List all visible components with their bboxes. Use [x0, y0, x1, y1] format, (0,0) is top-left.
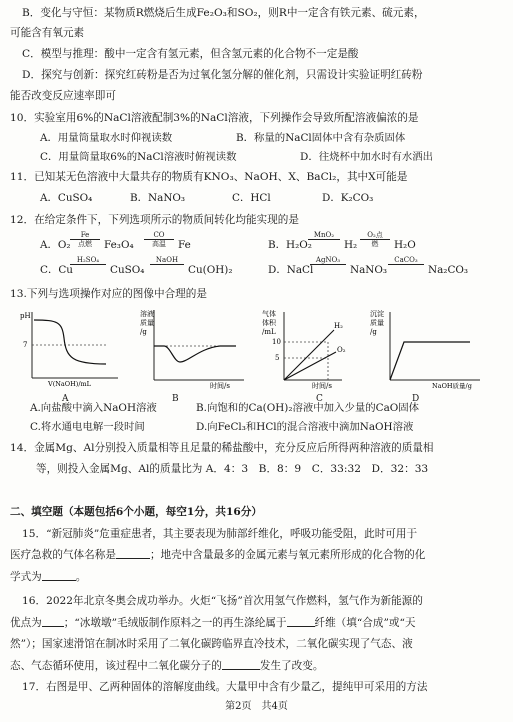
- question-15-line3: [10, 570, 86, 584]
- q16-blank-2[interactable]: [287, 616, 315, 627]
- graph-b-xlabel: 时间/s: [210, 382, 230, 390]
- q11-option-a: A．CuSO₄: [40, 192, 93, 204]
- q16-blank-3[interactable]: [222, 659, 260, 670]
- graph-c: [262, 306, 362, 390]
- question-10: 10．实验室用6%的NaCl溶液配制3%的NaCl溶液，下列操作会导致所配溶液偏浓的是: [10, 112, 419, 124]
- q12a-arrow2-bottom: 高温: [152, 240, 166, 248]
- q12b-arrow2-top: O₂点: [360, 231, 390, 240]
- graph-a-xlabel: V(NaOH)/mL: [48, 380, 91, 388]
- question-16-line2: [10, 616, 416, 630]
- graph-c-ylabel3: /mL: [262, 328, 276, 336]
- q12c-arrow2: [150, 256, 184, 273]
- question-16-line4: [10, 659, 323, 673]
- question-15: 15．“新冠肺炎”危重症患者，其主要表现为肺部纤维化，呼吸功能受阻，此时可用于: [22, 528, 418, 540]
- graph-c-tick-5: 5: [275, 354, 280, 362]
- graph-a-ylabel: pH: [20, 312, 31, 320]
- graph-c-series-o2: O₂: [337, 346, 346, 354]
- question-13: 13.下列与选项操作对应的图像中合理的是: [10, 288, 207, 300]
- q13-option-c: C.将水通电电解一段时间: [30, 421, 145, 433]
- q12b-end: H₂O: [394, 239, 416, 251]
- graph-d-ylabel3: /g: [370, 328, 377, 336]
- question-12: 12．在给定条件下，下列选项所示的物质间转化均能实现的是: [10, 214, 299, 226]
- option-b-line2: 可能含有氧元素: [10, 27, 85, 39]
- q12a-start: A．O₂: [40, 239, 71, 251]
- q16-blank-1[interactable]: [42, 616, 64, 627]
- q16-text-1: 优点为: [10, 617, 42, 629]
- question-17: 17．右图是甲、乙两种固体的溶解度曲线。大量甲中含有少量乙，提纯甲可采用的方法: [22, 681, 428, 693]
- q10-option-b: B．称量的NaCl固体中含有杂质固体: [236, 132, 406, 144]
- q12d-arrow1: [310, 256, 346, 273]
- question-11: 11．已知某无色溶液中大量共存的物质有KNO₃、NaOH、X、BaCl₂，其中X可能是: [10, 171, 408, 183]
- graph-d: [370, 306, 490, 390]
- graph-a: [18, 308, 128, 390]
- graph-d-xlabel: NaOH质量/g: [432, 382, 472, 390]
- question-15-line2: [10, 548, 425, 562]
- q16-text-3: 纤维（填“合成”或“天: [314, 617, 416, 629]
- question-16-line3: 然”）；国家速滑馆在制冰时采用了二氧化碳跨临界直冷技术，二氧化碳实现了气态、液: [10, 638, 413, 650]
- q12b-arrow2-bottom: 燃: [371, 240, 379, 248]
- graph-b-ylabel1: 溶液: [140, 310, 154, 318]
- q10-option-d: D．往烧杯中加水时有水洒出: [300, 151, 434, 163]
- graph-c-ylabel1: 气体: [262, 310, 276, 318]
- q12b-mid: H₂: [344, 239, 358, 251]
- q15-text-3: 学式为: [10, 571, 42, 583]
- option-d-line1: D．探究与创新：探究红砖粉是否为过氧化氢分解的催化剂，只需设计实验证明红砖粉: [22, 69, 423, 81]
- q12b-arrow2: [360, 231, 390, 248]
- q12d-arrow2: [388, 256, 424, 273]
- q12b-arrow1-top: MnO₂: [308, 231, 340, 240]
- q12a-arrow2: [144, 231, 174, 248]
- graph-c-tick-10: 10: [272, 338, 281, 346]
- q16-text-2: ；“冰墩墩”毛绒版制作原料之一的再生涤纶属于: [63, 617, 287, 629]
- q12d-arrow2-top: CaCO₃: [388, 256, 424, 265]
- graph-c-xlabel: 时间/s: [312, 382, 332, 390]
- q12c-end: Cu(OH)₂: [188, 264, 233, 276]
- q12c-arrow2-top: NaOH: [150, 256, 184, 265]
- question-14: 14．金属Mg、Al分别投入质量相等且足量的稀盐酸中，充分反应后所得两种溶液的质量相: [10, 442, 434, 454]
- q12d-end: Na₂CO₃: [428, 264, 469, 276]
- q12d-start: D．NaCl: [268, 264, 314, 276]
- graph-a-curve: [34, 320, 106, 364]
- q12c-arrow1-top: H₂SO₄: [70, 256, 106, 265]
- q13-option-b: B.向饱和的Ca(OH)₂溶液中加入少量的CaO固体: [196, 402, 420, 414]
- graph-b-ylabel2: 质量: [140, 319, 154, 327]
- q15-text-1: 医疗急救的气体名称是: [10, 549, 116, 561]
- q11-option-c: C．HCl: [232, 192, 271, 204]
- graph-d-curve: [390, 342, 470, 380]
- q15-blank-1[interactable]: [116, 548, 150, 559]
- q12b-start: B．H₂O₂: [268, 239, 312, 251]
- graph-a-label: A: [62, 394, 69, 404]
- q12c-mid: CuSO₄: [110, 264, 145, 276]
- q12c-arrow1: [70, 256, 106, 273]
- graph-c-label: C: [316, 394, 323, 404]
- graph-c-series-h2: H₂: [334, 322, 343, 330]
- graph-c-line-h2: [284, 330, 334, 380]
- q11-option-d: D．K₂CO₃: [322, 192, 374, 204]
- question-16: 16．2022年北京冬奥会成功举办。火炬“飞扬”首次用氢气作燃料，氢气作为新能源的: [22, 595, 423, 607]
- question-14-line2: 等，则投入金属Mg、Al的质量比为 A．4：3 B．8：9 C．33:32 D．32：33: [36, 463, 429, 475]
- q12a-arrow1-bottom: 点燃: [78, 240, 92, 248]
- section-2-heading: 二、填空题（本题包括6个小题，每空1分，共16分）: [10, 506, 262, 518]
- graph-d-ylabel1: 沉淀: [370, 310, 384, 318]
- q13-option-a: A.向盐酸中滴入NaOH溶液: [30, 402, 157, 414]
- q13-option-d: D.向FeCl₃和HCl的混合溶液中滴加NaOH溶液: [196, 421, 414, 433]
- q15-text-4: 。: [75, 571, 87, 583]
- q12a-mid: Fe₃O₄: [104, 239, 134, 251]
- option-b-line1: B．变化与守恒：某物质R燃烧后生成Fe₂O₃和SO₂，则R中一定含有铁元素、硫元素，: [22, 7, 425, 19]
- option-c: C．模型与推理：酸中一定含有氢元素，但含氢元素的化合物不一定是酸: [22, 48, 359, 60]
- graph-b-ylabel3: /g: [140, 328, 147, 336]
- q12b-arrow1: [308, 231, 340, 248]
- q12d-mid: NaNO₃: [350, 264, 388, 276]
- page-footer: 第2页 共4页: [225, 701, 288, 712]
- q11-option-b: B．NaNO₃: [130, 192, 186, 204]
- q15-blank-2[interactable]: [42, 570, 76, 581]
- graph-a-tick: 7: [23, 341, 28, 349]
- option-d-line2: 能否改变反应速率即可: [10, 90, 116, 102]
- q10-option-a: A．用量筒量取水时仰视读数: [40, 132, 173, 144]
- q16-text-5: 发生了改变。: [259, 660, 324, 672]
- graph-b-label: B: [172, 394, 179, 404]
- graph-b: [140, 306, 250, 390]
- graph-d-label: D: [412, 394, 420, 404]
- q12a-arrow2-top: CO: [144, 231, 174, 240]
- q15-text-2: ；地壳中含量最多的金属元素与氧元素所形成的化合物的化: [149, 549, 426, 561]
- q16-text-4: 态、气态循环使用，该过程中二氧化碳分子的: [10, 660, 222, 672]
- q10-option-c: C．用量筒量取6%的NaCl溶液时俯视读数: [40, 151, 237, 163]
- graph-c-ylabel2: 体积: [262, 319, 276, 327]
- graph-b-curve: [154, 346, 236, 362]
- q12d-arrow1-top: AgNO₃: [310, 256, 346, 265]
- q12a-arrow1: [70, 231, 100, 248]
- q12c-start: C．Cu: [40, 264, 73, 276]
- q12a-end: Fe: [178, 239, 191, 251]
- graph-d-ylabel2: 质量: [370, 319, 384, 327]
- q12a-arrow1-top: Fe: [70, 231, 100, 240]
